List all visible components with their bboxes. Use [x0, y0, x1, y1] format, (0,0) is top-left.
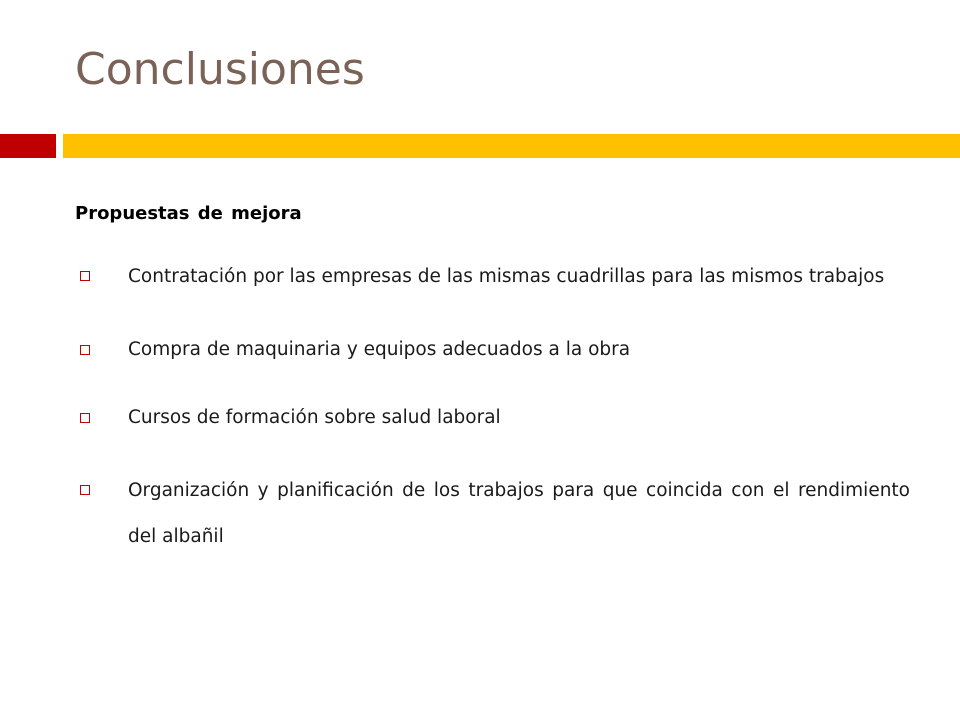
title-accent-bar-gold — [63, 134, 960, 158]
list-item — [75, 254, 910, 300]
hollow-square-bullet-icon — [80, 413, 90, 423]
slide-content — [75, 196, 910, 592]
list-item — [75, 468, 910, 560]
hollow-square-bullet-icon — [80, 345, 90, 355]
list-item — [75, 400, 910, 436]
title-accent-bar-red — [0, 134, 56, 158]
slide-title: Conclusiones — [75, 44, 365, 95]
list-item-text: Compra de maquinaria y equipos adecuados a la obra — [128, 339, 631, 360]
bullet-list — [75, 254, 910, 560]
list-item-text: Organización y planificación de los trabajos para que coincida con el rendimiento del albañil — [128, 480, 910, 547]
list-item-text: Cursos de formación sobre salud laboral — [128, 407, 501, 428]
list-item — [75, 332, 910, 368]
hollow-square-bullet-icon — [80, 485, 90, 495]
list-item-text: Contratación por las empresas de las mismas cuadrillas para las mismos trabajos — [128, 266, 885, 287]
hollow-square-bullet-icon — [80, 271, 90, 281]
subheading: Propuestas de mejora — [75, 203, 302, 224]
